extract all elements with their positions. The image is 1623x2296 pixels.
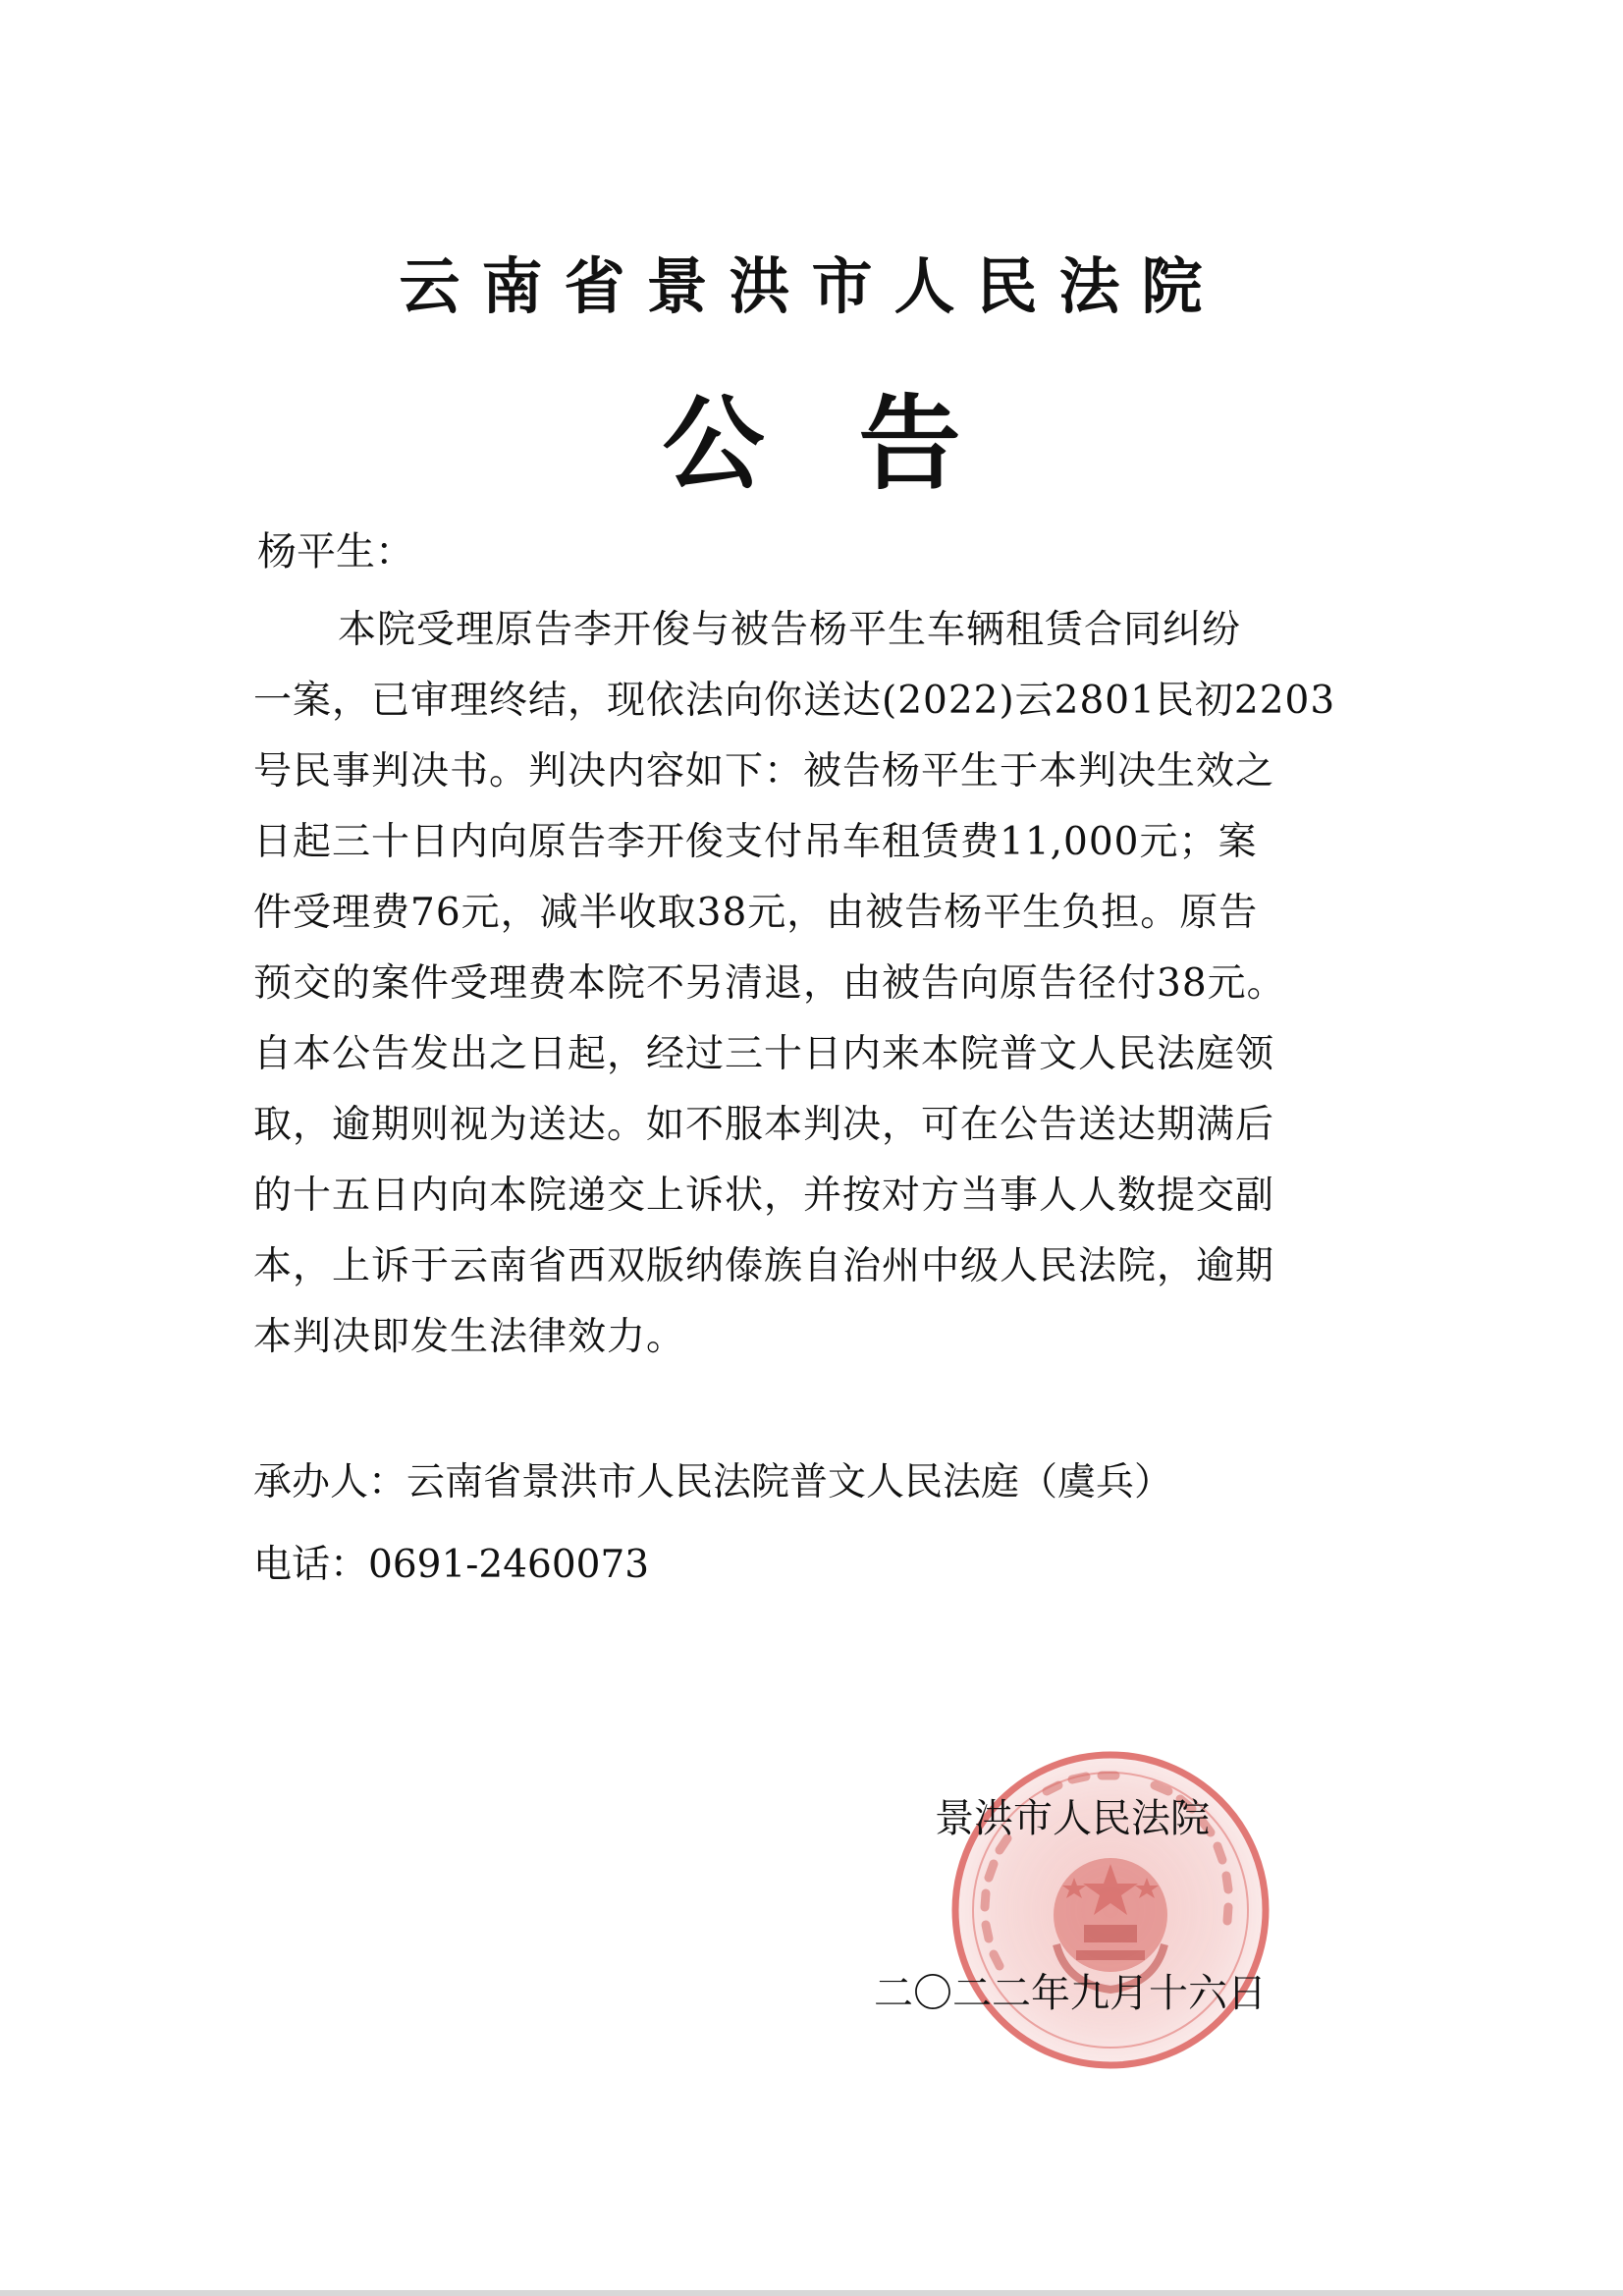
body-line: 本院受理原告李开俊与被告杨平生车辆租赁合同纠纷 (338, 608, 1242, 652)
signature-date: 二〇二二年九月十六日 (874, 1971, 1267, 2016)
signature-court: 景洪市人民法院 (935, 1796, 1210, 1841)
body-line: 自本公告发出之日起，经过三十日内来本院普文人民法庭领 (253, 1032, 1275, 1076)
court-name-heading: 云南省景洪市人民法院 (399, 250, 1224, 322)
body-line: 号民事判决书。判决内容如下：被告杨平生于本判决生效之 (253, 749, 1275, 793)
body-line: 预交的案件受理费本院不另清退，由被告向原告径付38元。 (253, 961, 1286, 1006)
body-line: 取，逾期则视为送达。如不服本判决，可在公告送达期满后 (253, 1103, 1275, 1147)
page-bottom-edge (0, 2290, 1623, 2296)
notice-body (253, 595, 1382, 1373)
recipient-line: 杨平生： (257, 529, 414, 574)
body-line: 件受理费76元，减半收取38元，由被告杨平生负担。原告 (253, 891, 1259, 935)
body-line: 的十五日内向本院递交上诉状，并按对方当事人人数提交副 (253, 1174, 1275, 1218)
body-line: 本，上诉于云南省西双版纳傣族自治州中级人民法院，逾期 (253, 1244, 1275, 1288)
body-line: 本判决即发生法律效力。 (253, 1315, 686, 1359)
phone-line: 电话：0691-2460073 (253, 1543, 650, 1587)
body-line: 日起三十日内向原告李开俊支付吊车租赁费11,000元；案 (253, 820, 1258, 864)
notice-title: 公告 (662, 383, 1055, 504)
body-line: 一案，已审理终结，现依法向你送达(2022)云2801民初2203 (253, 679, 1336, 723)
handler-line: 承办人：云南省景洪市人民法院普文人民法庭（虞兵） (253, 1460, 1173, 1504)
